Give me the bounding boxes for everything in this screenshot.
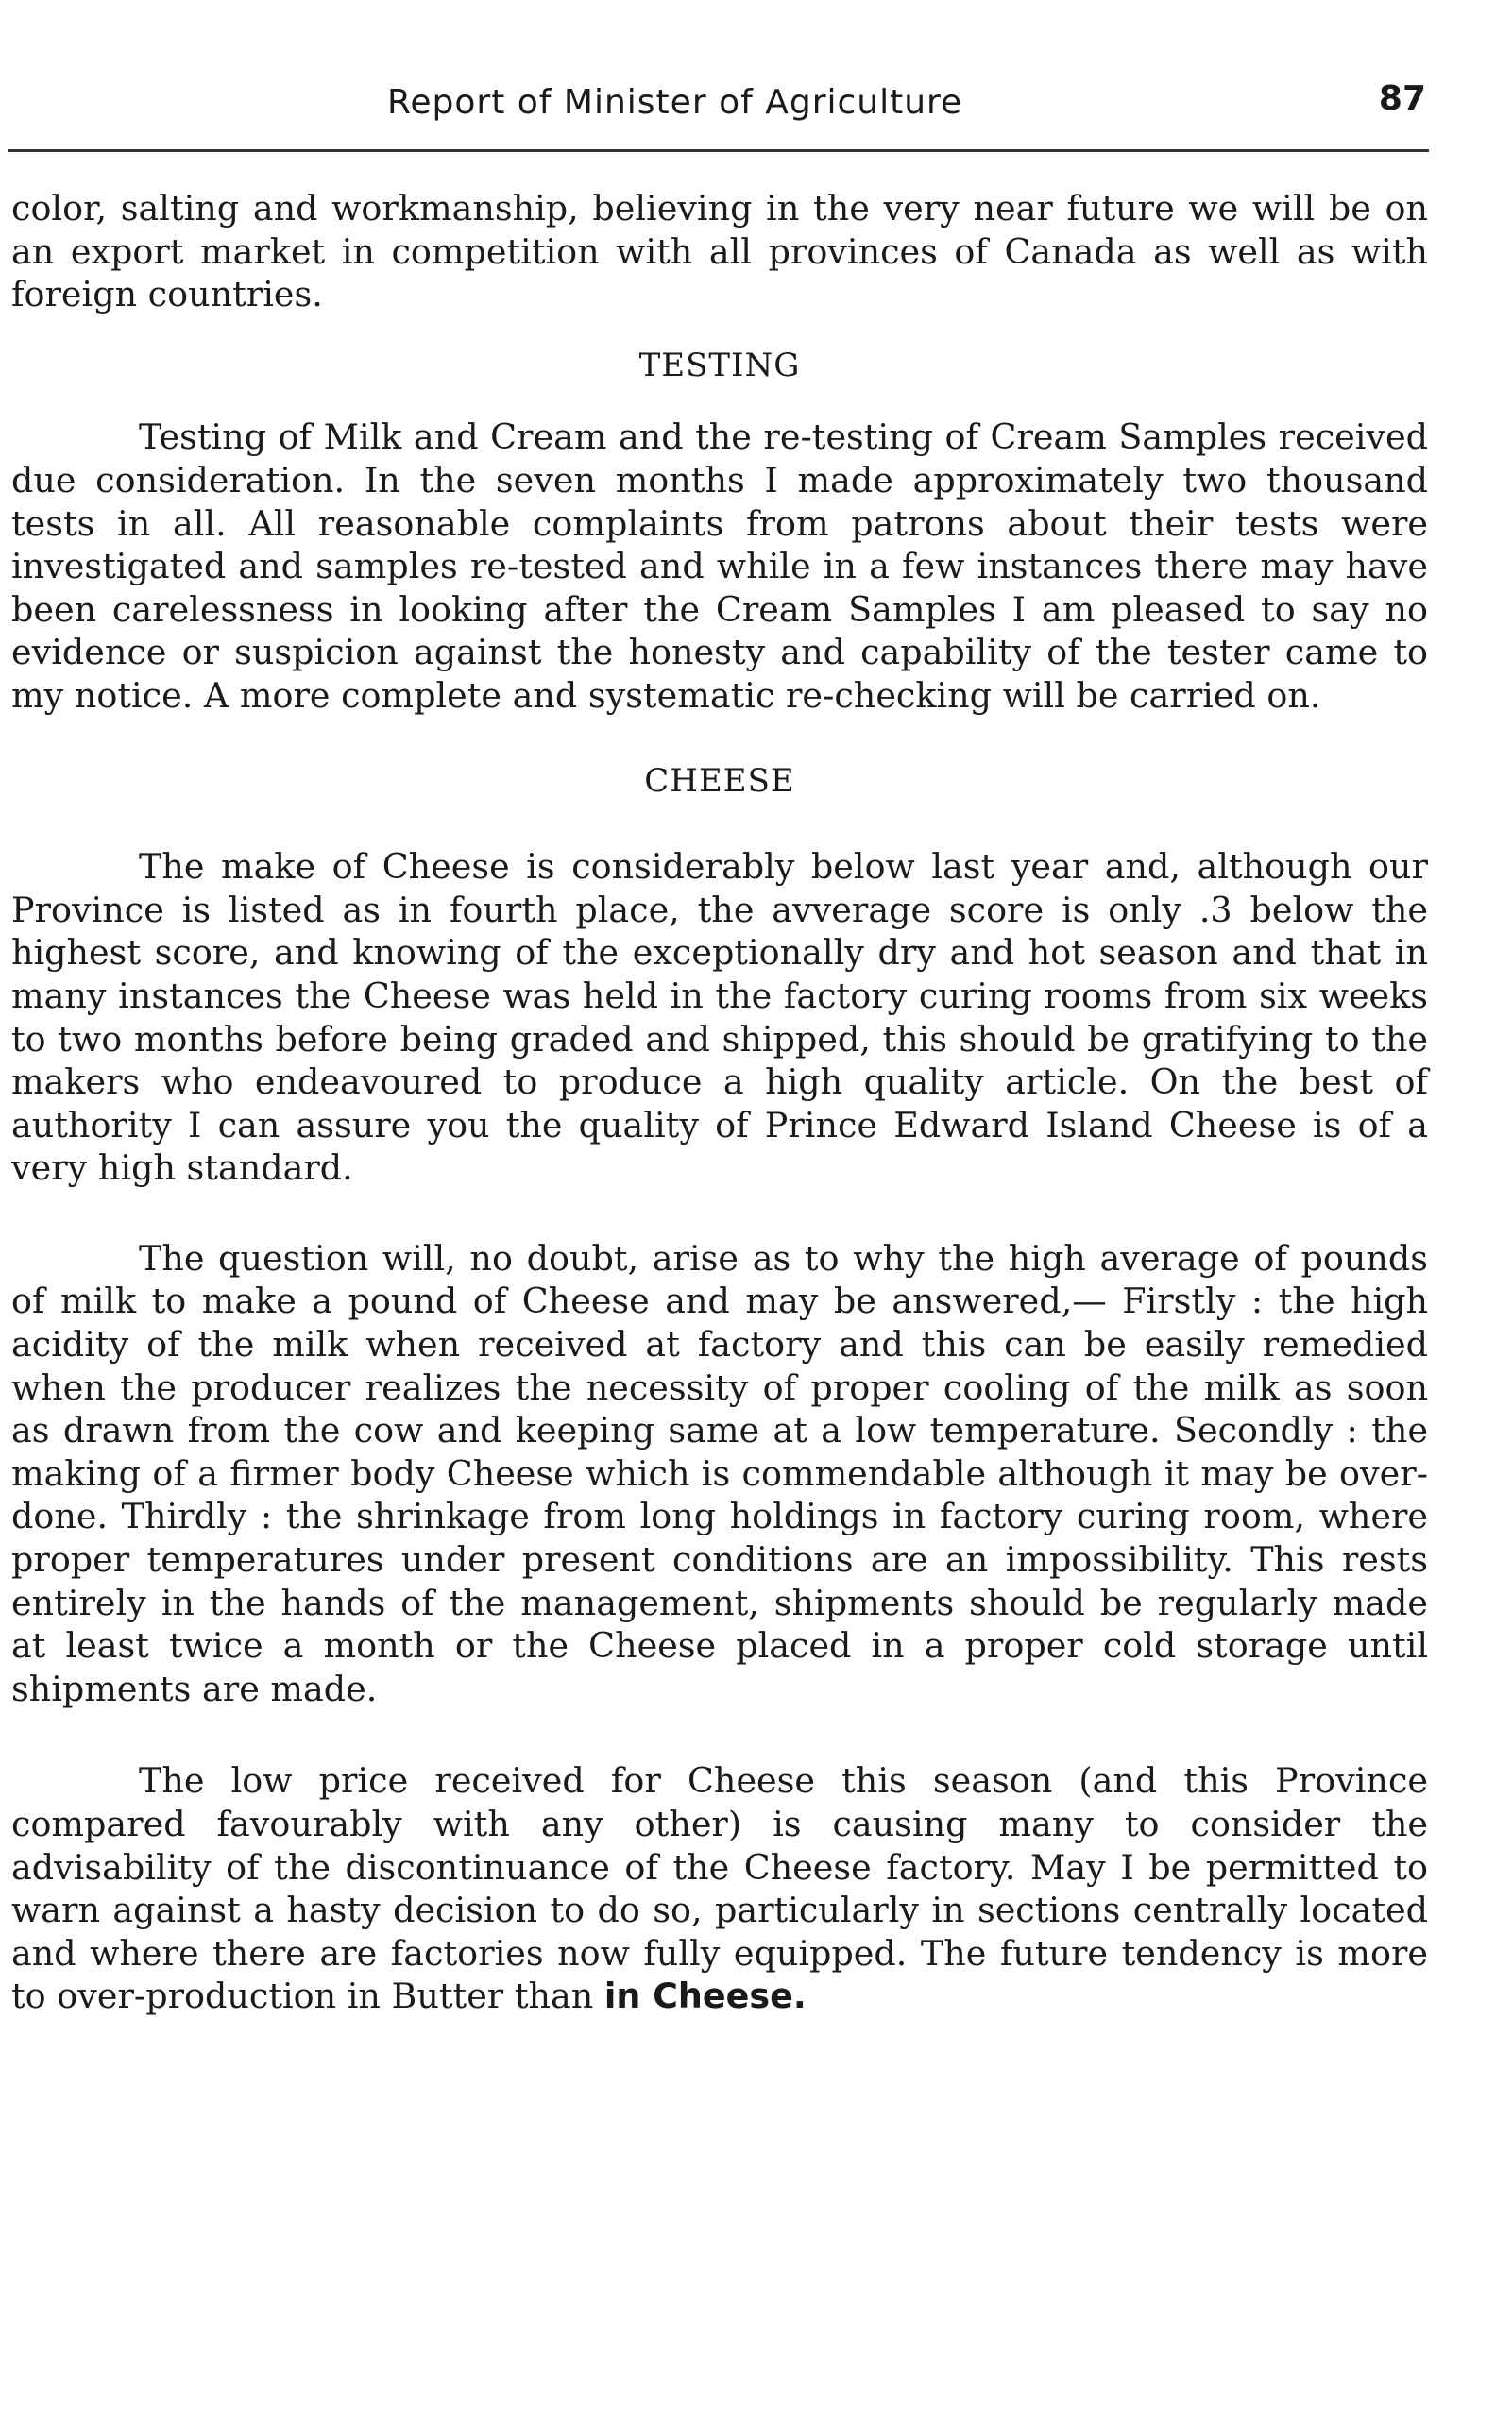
cheese-paragraph-1: The make of Cheese is considerably below last year and, although our Province is listed as in fourth place, the avverage score is only .3 below the highest score, and knowing of the exceptionally dry and hot season and that in many instances the Cheese was held in the factory curing rooms from six weeks to two months before being graded and shipped, this should be gratifying to the makers who endeavoured to produce a high quality article. On the best of authority I can assure you the quality of Prince Edward Island Cheese is of a very high standard. bbox=[11, 846, 1428, 1189]
cheese-paragraph-3-text: The low price received for Cheese this season (and this Province compared favourably with any other) is causing many to consider the advisability of the discontinuance of the Cheese factory. May I be permitted to warn against a hasty decision to do so, particularly in sections centrally located and where there are factories now fully equipped. The future tendency is more to over-production in Butter than bbox=[11, 1760, 1428, 2017]
header-title: Report of Minister of Agriculture bbox=[387, 83, 963, 122]
intro-paragraph: color, salting and workmanship, believing in the very near future we will be on an export market in competition with all provinces of Canada as well as with foreign countries. bbox=[11, 188, 1428, 315]
cheese-paragraph-3-end: in Cheese. bbox=[603, 1976, 807, 2017]
header-rule bbox=[8, 149, 1429, 152]
running-header bbox=[0, 79, 1426, 140]
cheese-paragraph-2: The question will, no doubt, arise as to why the high average of pounds of milk to make a pound of Cheese and may be answered,— Firstly : the high acidity of the milk when received at factory and this can be easily remedied when the producer realizes the necessity of proper cooling of the milk as soon as drawn from the cow and keeping same at a low temperature. Secondly : the making of a firmer body Cheese which is commendable although it may be over-done. Thirdly : the shrinkage from long holdings in factory curing room, where proper temperatures under present conditions are an impossibility. This rests entirely in the hands of the management, shipments should be regularly made at least twice a month or the Cheese placed in a proper cold storage until shipments are made. bbox=[11, 1237, 1428, 1709]
section-heading-cheese: CHEESE bbox=[644, 761, 795, 800]
testing-paragraph: Testing of Milk and Cream and the re-testing of Cream Samples received due consideration. In the seven months I made approximately two thousand tests in all. All reasonable complaints from patrons about their tests were investigated and samples re-tested and while in a few instances there may have been carelessness in looking after the Cream Samples I am pleased to say no evidence or suspicion against the honesty and capability of the tester came to my notice. A more complete and systematic re-checking will be carried on. bbox=[11, 416, 1428, 716]
page-number: 87 bbox=[1378, 79, 1426, 118]
section-heading-testing: TESTING bbox=[638, 346, 801, 384]
cheese-paragraph-3 bbox=[11, 1759, 1428, 2018]
body-text bbox=[11, 187, 1428, 2018]
